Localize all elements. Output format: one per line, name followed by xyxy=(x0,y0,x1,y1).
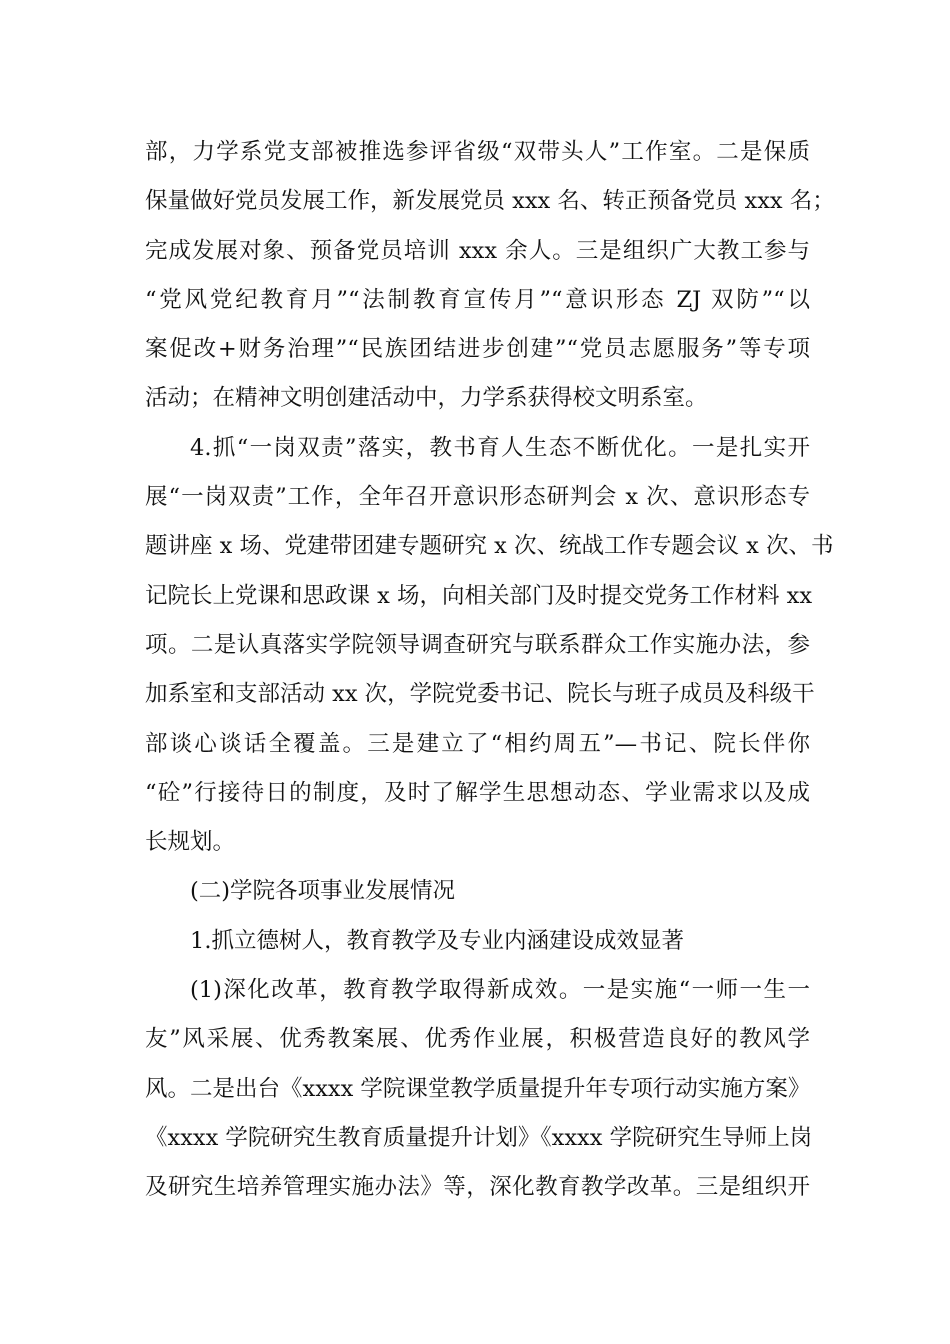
text-line: 展“一岗双责”工作，全年召开意识形态研判会 x 次、意识形态专 xyxy=(145,484,810,511)
text-line: “党风党纪教育月”“法制教育宣传月”“意识形态 ZJ 双防”“以 xyxy=(145,286,810,313)
text-line: 保量做好党员发展工作，新发展党员 xxx 名、转正预备党员 xxx 名； xyxy=(145,188,835,215)
text-line: 友”风采展、优秀教案展、优秀作业展，积极营造良好的教风学 xyxy=(145,1026,810,1053)
paragraph-start-line: 4.抓“一岗双责”落实，教书育人生态不断优化。一是扎实开 xyxy=(190,434,810,461)
text-line: 题讲座 x 场、党建带团建专题研究 x 次、统战工作专题会议 x 次、书 xyxy=(145,533,834,560)
text-line: 长规划。 xyxy=(145,829,236,856)
text-line: 及研究生培养管理实施办法》等，深化教育教学改革。三是组织开 xyxy=(145,1174,810,1201)
text-line: 活动；在精神文明创建活动中，力学系获得校文明系室。 xyxy=(145,385,708,412)
document-page xyxy=(145,128,835,1213)
text-line: 记院长上党课和思政课 x 场，向相关部门及时提交党务工作材料 xx xyxy=(145,582,813,609)
text-line: 《xxxx 学院研究生教育质量提升计划》《xxxx 学院研究生导师上岗 xyxy=(145,1124,813,1151)
paragraph-start-line: (1)深化改革，教育教学取得新成效。一是实施“一师一生一 xyxy=(190,977,810,1004)
text-line: 加系室和支部活动 xx 次，学院党委书记、院长与班子成员及科级干 xyxy=(145,681,815,708)
text-line: “砼”行接待日的制度，及时了解学生思想动态、学业需求以及成 xyxy=(145,779,810,806)
text-line: 完成发展对象、预备党员培训 xxx 余人。三是组织广大教工参与 xyxy=(145,237,810,264)
subsection-heading: 1.抓立德树人，教育教学及专业内涵建设成效显著 xyxy=(190,927,684,954)
text-line: 项。二是认真落实学院领导调查研究与联系群众工作实施办法，参 xyxy=(145,631,810,658)
text-line: 案促改+财务治理”“民族团结进步创建”“党员志愿服务”等专项 xyxy=(145,336,810,363)
section-heading: (二)学院各项事业发展情况 xyxy=(190,878,456,905)
text-line: 部谈心谈话全覆盖。三是建立了“相约周五”—书记、院长伴你 xyxy=(145,730,810,757)
text-line: 风。二是出台《xxxx 学院课堂教学质量提升年专项行动实施方案》 xyxy=(145,1075,811,1102)
text-line: 部，力学系党支部被推选参评省级“双带头人”工作室。二是保质 xyxy=(145,139,810,165)
